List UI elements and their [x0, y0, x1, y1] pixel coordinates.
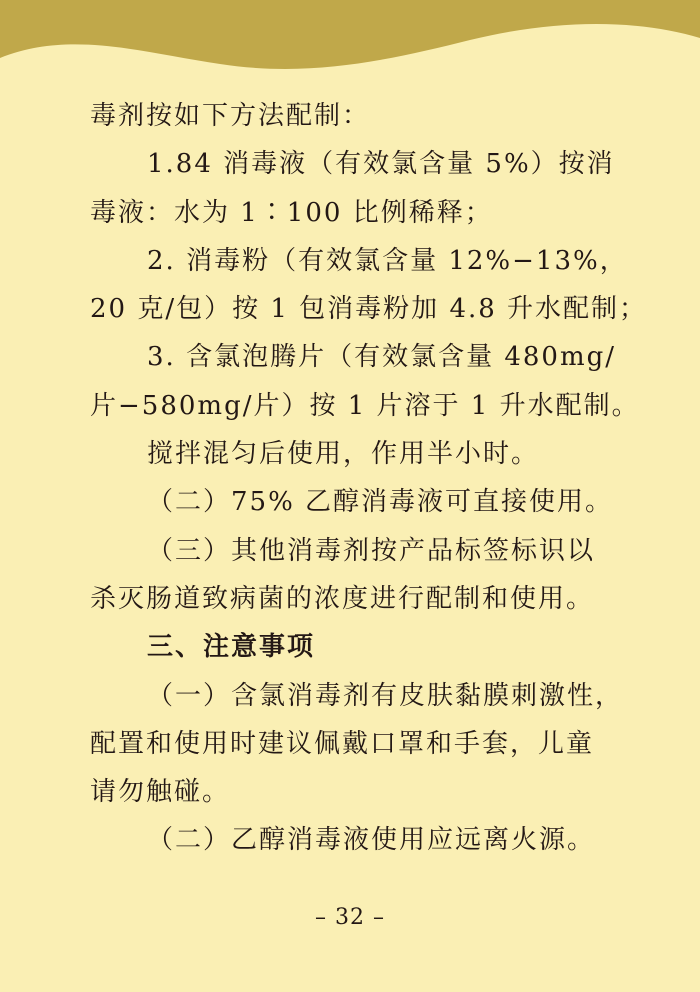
- text-line: 片−580mg/片）按 1 片溶于 1 升水配制。: [90, 390, 640, 421]
- text-line: 毒液：水为 1∶100 比例稀释；: [90, 197, 493, 228]
- text-line: 3. 含氯泡腾片（有效氯含量 480mg/: [147, 342, 617, 373]
- text-line: （一）含氯消毒剂有皮肤黏膜刺激性，: [147, 680, 624, 711]
- header-wave-band: [0, 0, 700, 80]
- section-heading: 三、注意事项: [147, 632, 316, 663]
- text-line: 毒剂按如下方法配制：: [90, 101, 371, 131]
- document-body: [90, 92, 648, 865]
- page-number: – 32 –: [315, 905, 385, 930]
- text-line: 20 克/包）按 1 包消毒粉加 4.8 升水配制；: [90, 294, 648, 325]
- text-line: 配置和使用时建议佩戴口罩和手套，儿童: [90, 728, 595, 759]
- text-line: （二）75% 乙醇消毒液可直接使用。: [147, 487, 614, 518]
- text-line: 1.84 消毒液（有效氯含量 5%）按消: [147, 149, 615, 180]
- text-line: 搅拌混匀后使用，作用半小时。: [147, 439, 540, 470]
- text-line: （三）其他消毒剂按产品标签标识以: [147, 535, 596, 566]
- text-line: 2. 消毒粉（有效氯含量 12%−13%，: [147, 245, 628, 276]
- text-line: （二）乙醇消毒液使用应远离火源。: [147, 825, 596, 856]
- text-line: 杀灭肠道致病菌的浓度进行配制和使用。: [90, 583, 595, 614]
- text-line: 请勿触碰。: [90, 777, 231, 808]
